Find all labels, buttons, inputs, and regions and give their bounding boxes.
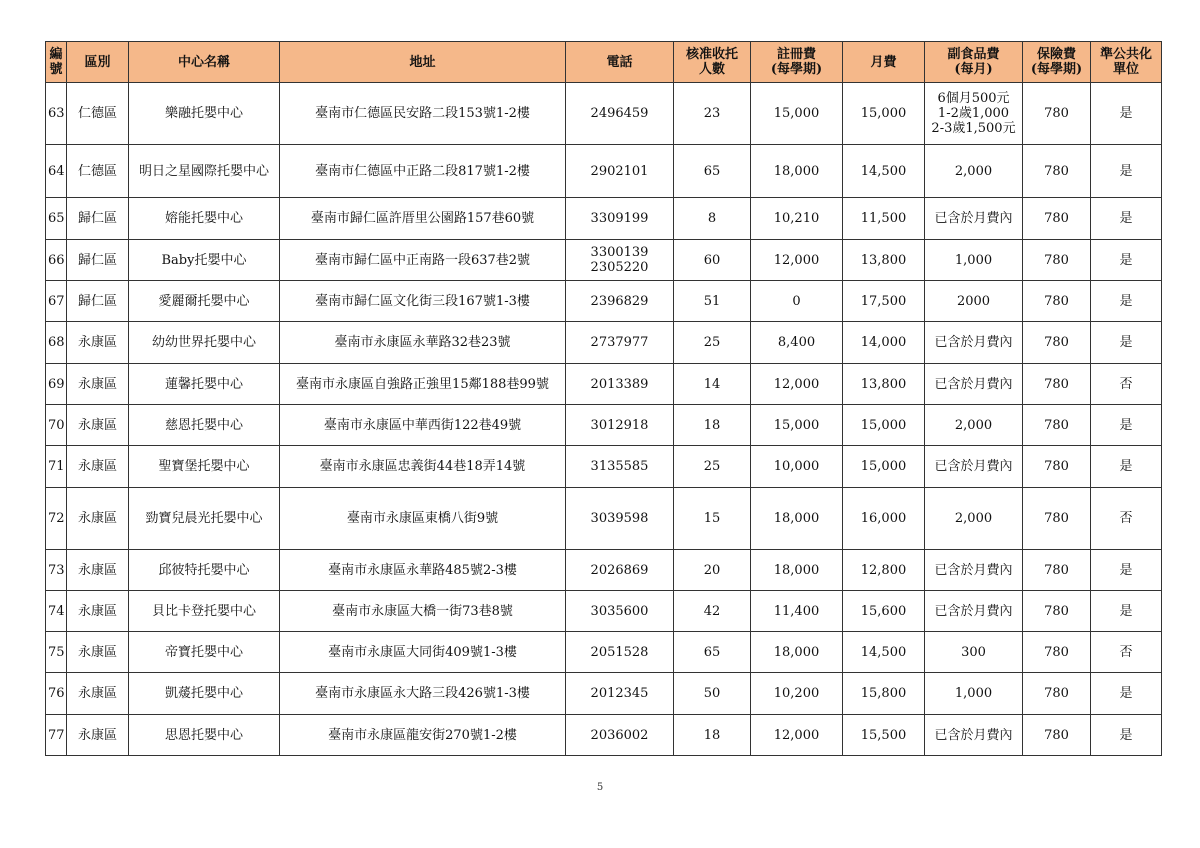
row-capacity: 50 [674, 673, 751, 715]
table-row [46, 405, 1162, 446]
row-phone [566, 488, 674, 550]
row-insurance-fee: 780 [1023, 240, 1091, 281]
row-district: 仁德區 [67, 83, 129, 145]
row-registration-fee: 10,200 [751, 673, 843, 715]
header-monthly: 月費 [843, 42, 925, 83]
row-district: 永康區 [67, 322, 129, 364]
row-number: 65 [46, 198, 67, 240]
row-center-name: 愛麗爾托嬰中心 [129, 281, 280, 322]
row-registration-fee: 12,000 [751, 715, 843, 756]
row-phone [566, 446, 674, 488]
header-no: 編 號 [46, 42, 67, 83]
row-address: 臺南市仁德區民安路二段153號1-2樓 [280, 83, 566, 145]
row-phone-line: 3135585 [590, 459, 649, 474]
row-quasi-public: 是 [1091, 405, 1162, 446]
header-district: 區別 [67, 42, 129, 83]
row-phone [566, 198, 674, 240]
row-food-fee [925, 145, 1023, 198]
row-phone-line: 2396829 [590, 293, 649, 309]
row-insurance-fee: 780 [1023, 364, 1091, 405]
row-food-fee-line: 已含於月費內 [934, 562, 1013, 578]
row-food-fee [925, 364, 1023, 405]
row-food-fee-line: 6個月500元 [937, 91, 1010, 106]
row-number: 69 [46, 364, 67, 405]
row-center-name: 蓮馨托嬰中心 [129, 364, 280, 405]
row-capacity: 25 [674, 322, 751, 364]
page-number: 5 [596, 782, 604, 793]
row-phone-line: 3300139 [590, 245, 649, 260]
table-body [46, 83, 1162, 756]
row-insurance-fee: 780 [1023, 715, 1091, 756]
row-quasi-public: 是 [1091, 446, 1162, 488]
row-insurance-fee: 780 [1023, 488, 1091, 550]
row-capacity: 18 [674, 405, 751, 446]
row-address: 臺南市永康區永華路32巷23號 [280, 322, 566, 364]
row-registration-fee: 18,000 [751, 550, 843, 591]
row-center-name: 邱彼特托嬰中心 [129, 550, 280, 591]
row-phone-line: 2902101 [590, 163, 649, 179]
row-insurance-fee: 780 [1023, 405, 1091, 446]
row-number: 63 [46, 83, 67, 145]
row-district: 永康區 [67, 591, 129, 632]
row-registration-fee: 18,000 [751, 145, 843, 198]
row-monthly-fee: 17,500 [843, 281, 925, 322]
row-monthly-fee: 14,500 [843, 632, 925, 673]
row-insurance-fee: 780 [1023, 83, 1091, 145]
row-address: 臺南市永康區中華西街122巷49號 [280, 405, 566, 446]
row-insurance-fee: 780 [1023, 145, 1091, 198]
row-food-fee-line: 已含於月費內 [934, 459, 1013, 474]
row-registration-fee: 0 [751, 281, 843, 322]
row-capacity: 18 [674, 715, 751, 756]
row-registration-fee: 10,210 [751, 198, 843, 240]
row-phone-line: 2496459 [590, 106, 649, 121]
header-address: 地址 [280, 42, 566, 83]
row-food-fee-line: 2,000 [954, 163, 993, 179]
row-registration-fee: 18,000 [751, 632, 843, 673]
row-address: 臺南市永康區忠義街44巷18弄14號 [280, 446, 566, 488]
row-number: 76 [46, 673, 67, 715]
row-monthly-fee: 14,500 [843, 145, 925, 198]
row-center-name: 聖寶堡托嬰中心 [129, 446, 280, 488]
row-food-fee [925, 322, 1023, 364]
row-registration-fee: 18,000 [751, 488, 843, 550]
row-center-name: 貝比卡登托嬰中心 [129, 591, 280, 632]
row-monthly-fee: 15,000 [843, 405, 925, 446]
header-quasi-public: 準公共化 單位 [1091, 42, 1162, 83]
header-phone: 電話 [566, 42, 674, 83]
table-row [46, 83, 1162, 145]
row-phone-line: 2051528 [590, 644, 649, 660]
row-district: 永康區 [67, 550, 129, 591]
row-quasi-public: 是 [1091, 591, 1162, 632]
row-food-fee-line: 2000 [956, 293, 991, 309]
table-row [46, 550, 1162, 591]
row-district: 永康區 [67, 488, 129, 550]
header-name: 中心名稱 [129, 42, 280, 83]
row-quasi-public: 是 [1091, 281, 1162, 322]
row-district: 永康區 [67, 446, 129, 488]
table-row [46, 145, 1162, 198]
row-phone-line: 2737977 [590, 335, 649, 350]
table-row [46, 198, 1162, 240]
row-quasi-public: 否 [1091, 632, 1162, 673]
row-registration-fee: 11,400 [751, 591, 843, 632]
row-registration-fee: 10,000 [751, 446, 843, 488]
row-food-fee [925, 83, 1023, 145]
row-capacity: 65 [674, 632, 751, 673]
table-row [46, 715, 1162, 756]
row-quasi-public: 是 [1091, 673, 1162, 715]
row-phone [566, 145, 674, 198]
row-number: 67 [46, 281, 67, 322]
row-insurance-fee: 780 [1023, 446, 1091, 488]
row-phone [566, 405, 674, 446]
row-quasi-public: 是 [1091, 550, 1162, 591]
row-monthly-fee: 13,800 [843, 240, 925, 281]
row-food-fee [925, 673, 1023, 715]
row-food-fee-line: 已含於月費內 [934, 211, 1013, 226]
row-address: 臺南市永康區龍安街270號1-2樓 [280, 715, 566, 756]
row-capacity: 14 [674, 364, 751, 405]
row-food-fee [925, 281, 1023, 322]
row-center-name: 帝寶托嬰中心 [129, 632, 280, 673]
row-food-fee-line: 2-3歲1,500元 [931, 121, 1016, 136]
row-food-fee-line: 2,000 [954, 417, 993, 433]
row-phone-line: 3039598 [590, 511, 649, 526]
row-capacity: 8 [674, 198, 751, 240]
row-food-fee-line: 300 [961, 644, 986, 660]
row-food-fee-line: 1,000 [954, 252, 993, 268]
row-phone-line: 3309199 [590, 211, 649, 226]
row-phone [566, 240, 674, 281]
row-address: 臺南市仁德區中正路二段817號1-2樓 [280, 145, 566, 198]
row-district: 仁德區 [67, 145, 129, 198]
row-insurance-fee: 780 [1023, 198, 1091, 240]
row-monthly-fee: 15,600 [843, 591, 925, 632]
row-food-fee [925, 240, 1023, 281]
row-capacity: 65 [674, 145, 751, 198]
row-quasi-public: 是 [1091, 322, 1162, 364]
table-row [46, 488, 1162, 550]
childcare-fee-table [45, 41, 1162, 756]
row-food-fee [925, 405, 1023, 446]
row-monthly-fee: 16,000 [843, 488, 925, 550]
row-phone-line: 3035600 [590, 603, 649, 619]
row-monthly-fee: 15,000 [843, 446, 925, 488]
row-phone [566, 591, 674, 632]
row-phone [566, 83, 674, 145]
row-quasi-public: 是 [1091, 715, 1162, 756]
table-row [46, 240, 1162, 281]
row-food-fee-line: 已含於月費內 [934, 335, 1013, 350]
row-monthly-fee: 15,000 [843, 83, 925, 145]
row-number: 71 [46, 446, 67, 488]
table-row [46, 591, 1162, 632]
table-header [46, 42, 1162, 83]
row-food-fee [925, 632, 1023, 673]
row-number: 66 [46, 240, 67, 281]
row-phone-line: 2036002 [590, 727, 649, 743]
row-food-fee [925, 715, 1023, 756]
header-food: 副食品費 (每月) [925, 42, 1023, 83]
row-district: 永康區 [67, 364, 129, 405]
row-quasi-public: 是 [1091, 198, 1162, 240]
row-food-fee-line: 已含於月費內 [934, 376, 1013, 392]
row-capacity: 20 [674, 550, 751, 591]
row-registration-fee: 12,000 [751, 364, 843, 405]
row-address: 臺南市永康區永華路485號2-3樓 [280, 550, 566, 591]
row-food-fee [925, 550, 1023, 591]
row-address: 臺南市歸仁區中正南路一段637巷2號 [280, 240, 566, 281]
table-row [46, 322, 1162, 364]
row-phone-line: 2013389 [590, 376, 649, 392]
row-capacity: 25 [674, 446, 751, 488]
row-phone [566, 322, 674, 364]
row-phone-line: 2305220 [590, 260, 649, 275]
row-quasi-public: 是 [1091, 145, 1162, 198]
row-monthly-fee: 11,500 [843, 198, 925, 240]
row-quasi-public: 否 [1091, 364, 1162, 405]
row-district: 永康區 [67, 715, 129, 756]
row-capacity: 23 [674, 83, 751, 145]
row-number: 73 [46, 550, 67, 591]
header-registration: 註冊費 (每學期) [751, 42, 843, 83]
row-phone-line: 2026869 [590, 562, 649, 578]
row-number: 77 [46, 715, 67, 756]
row-registration-fee: 15,000 [751, 83, 843, 145]
row-number: 75 [46, 632, 67, 673]
row-insurance-fee: 780 [1023, 632, 1091, 673]
row-monthly-fee: 12,800 [843, 550, 925, 591]
row-district: 歸仁區 [67, 198, 129, 240]
row-district: 歸仁區 [67, 281, 129, 322]
row-monthly-fee: 14,000 [843, 322, 925, 364]
row-food-fee [925, 446, 1023, 488]
row-registration-fee: 12,000 [751, 240, 843, 281]
table-row [46, 364, 1162, 405]
row-center-name: 勁寶兒晨光托嬰中心 [129, 488, 280, 550]
header-insurance: 保險費 (每學期) [1023, 42, 1091, 83]
row-insurance-fee: 780 [1023, 550, 1091, 591]
row-food-fee-line: 1-2歲1,000 [937, 106, 1010, 121]
row-food-fee-line: 1,000 [954, 686, 993, 701]
row-district: 永康區 [67, 673, 129, 715]
row-phone [566, 632, 674, 673]
row-district: 永康區 [67, 405, 129, 446]
table-row [46, 673, 1162, 715]
row-center-name: 明日之星國際托嬰中心 [129, 145, 280, 198]
row-address: 臺南市永康區自強路正強里15鄰188巷99號 [280, 364, 566, 405]
row-number: 74 [46, 591, 67, 632]
row-capacity: 15 [674, 488, 751, 550]
row-center-name: 凱蕿托嬰中心 [129, 673, 280, 715]
row-district: 歸仁區 [67, 240, 129, 281]
row-address: 臺南市永康區大橋一街73巷8號 [280, 591, 566, 632]
row-capacity: 60 [674, 240, 751, 281]
row-capacity: 51 [674, 281, 751, 322]
row-food-fee-line: 2,000 [954, 511, 993, 526]
row-center-name: 思恩托嬰中心 [129, 715, 280, 756]
row-food-fee [925, 488, 1023, 550]
row-center-name: 嫆能托嬰中心 [129, 198, 280, 240]
row-registration-fee: 8,400 [751, 322, 843, 364]
row-quasi-public: 是 [1091, 240, 1162, 281]
row-food-fee-line: 已含於月費內 [934, 727, 1013, 743]
row-monthly-fee: 15,800 [843, 673, 925, 715]
row-phone-line: 3012918 [590, 417, 649, 433]
row-food-fee [925, 591, 1023, 632]
row-center-name: 慈恩托嬰中心 [129, 405, 280, 446]
row-district: 永康區 [67, 632, 129, 673]
row-phone [566, 364, 674, 405]
table-row [46, 446, 1162, 488]
row-phone-line: 2012345 [590, 686, 649, 701]
row-phone [566, 281, 674, 322]
row-center-name: 幼幼世界托嬰中心 [129, 322, 280, 364]
row-monthly-fee: 15,500 [843, 715, 925, 756]
row-center-name: 樂融托嬰中心 [129, 83, 280, 145]
row-food-fee [925, 198, 1023, 240]
row-address: 臺南市歸仁區許厝里公園路157巷60號 [280, 198, 566, 240]
header-capacity: 核准收托 人數 [674, 42, 751, 83]
row-food-fee-line: 已含於月費內 [934, 603, 1013, 619]
row-quasi-public: 否 [1091, 488, 1162, 550]
row-registration-fee: 15,000 [751, 405, 843, 446]
row-number: 64 [46, 145, 67, 198]
row-quasi-public: 是 [1091, 83, 1162, 145]
row-address: 臺南市永康區永大路三段426號1-3樓 [280, 673, 566, 715]
row-number: 72 [46, 488, 67, 550]
row-phone [566, 673, 674, 715]
row-center-name: Baby托嬰中心 [129, 240, 280, 281]
row-insurance-fee: 780 [1023, 281, 1091, 322]
row-number: 70 [46, 405, 67, 446]
row-phone [566, 715, 674, 756]
row-phone [566, 550, 674, 591]
row-address: 臺南市永康區大同街409號1-3樓 [280, 632, 566, 673]
row-insurance-fee: 780 [1023, 322, 1091, 364]
row-monthly-fee: 13,800 [843, 364, 925, 405]
row-insurance-fee: 780 [1023, 673, 1091, 715]
table-row [46, 281, 1162, 322]
table-row [46, 632, 1162, 673]
row-insurance-fee: 780 [1023, 591, 1091, 632]
row-number: 68 [46, 322, 67, 364]
row-capacity: 42 [674, 591, 751, 632]
row-address: 臺南市永康區東橋八街9號 [280, 488, 566, 550]
row-address: 臺南市歸仁區文化街三段167號1-3樓 [280, 281, 566, 322]
